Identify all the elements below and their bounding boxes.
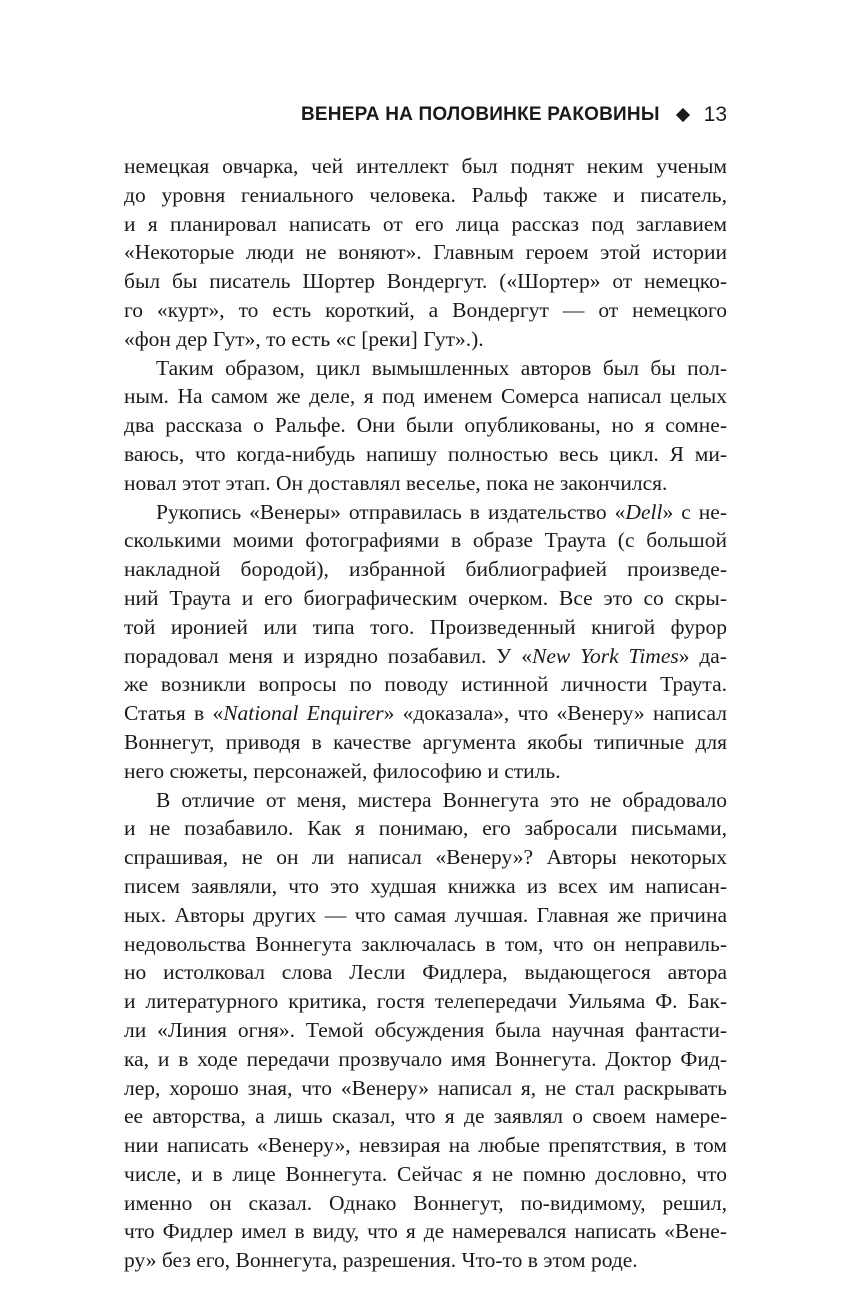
italic-title: New York Times (532, 643, 679, 668)
text-line: ру» без его, Воннегута, разрешения. Что-то в этом роде. (124, 1248, 638, 1273)
text-line: новал этот этап. Он доставлял веселье, пока не закончился. (124, 470, 668, 495)
text-line: Таким образом, цикл вымышленных авторов был бы пол- (156, 355, 727, 380)
text-line: недовольства Воннегута заключалась в том, что он неправиль- (124, 931, 727, 956)
text-line: той иронией или типа того. Произведенный книгой фурор (124, 614, 727, 639)
running-title: ВЕНЕРА НА ПОЛОВИНКЕ РАКОВИНЫ (301, 104, 660, 125)
italic-title: Dell (625, 499, 663, 524)
text-line: Статья в «National Enquirer» «доказала», что «Венеру» написал (124, 701, 727, 726)
diamond-icon (676, 108, 690, 122)
text-line: что Фидлер имел в виду, что я де намеревался написать «Вене- (124, 1219, 727, 1244)
text-line: ным. На самом же деле, я под именем Сомерса написал целых (124, 384, 727, 409)
text-line: «Некоторые люди не воняют». Главным героем этой истории (124, 240, 727, 265)
text-line: сколькими моими фотографиями в образе Траута (с большой (124, 528, 727, 553)
running-head (301, 100, 727, 130)
text-line: Воннегут, приводя в качестве аргумента якобы типичные для (124, 729, 727, 754)
text-line: лер, хорошо зная, что «Венеру» написал я, не стал раскрывать (124, 1075, 727, 1100)
text-line: него сюжеты, персонажей, философию и стиль. (124, 758, 561, 783)
text-line: был бы писатель Шортер Вондергут. («Шортер» от немецко- (124, 269, 727, 294)
text-line: до уровня гениального человека. Ральф также и писатель, (124, 182, 727, 207)
text-line: Рукопись «Венеры» отправилась в издательство «Dell» с не- (156, 499, 727, 524)
italic-title: National Enquirer (223, 701, 384, 726)
text-line: два рассказа о Ральфе. Они были опубликованы, но я сомне- (124, 413, 727, 438)
text-line: В отличие от меня, мистера Воннегута это не обрадовало (156, 787, 727, 812)
text-line: порадовал меня и изрядно позабавил. У «New York Times» да- (124, 643, 727, 668)
text-line: числе, и в лице Воннегута. Сейчас я не помню дословно, что (124, 1161, 727, 1186)
text-line: и литературного критика, гостя телепередачи Уильяма Ф. Бак- (124, 989, 727, 1014)
text-line: нии написать «Венеру», невзирая на любые препятствия, в том (124, 1133, 727, 1158)
body-text (124, 152, 727, 1275)
text-line: ний Траута и его биографическим очерком. Все это со скры- (124, 585, 727, 610)
text-line: но истолковал слова Лесли Фидлера, выдающегося автора (124, 960, 727, 985)
text-line: ка, и в ходе передачи прозвучало имя Воннегута. Доктор Фид- (124, 1046, 727, 1071)
text-line: «фон дер Гут», то есть «с [реки] Гут».). (124, 326, 484, 351)
text-line: писем заявляли, что это худшая книжка из всех им написан- (124, 873, 727, 898)
text-line: накладной бородой), избранной библиографией произведе- (124, 557, 727, 582)
text-line: ее авторства, а лишь сказал, что я де заявлял о своем намере- (124, 1104, 727, 1129)
text-line: спрашивая, не он ли написал «Венеру»? Авторы некоторых (124, 845, 727, 870)
page-number: 13 (703, 103, 727, 126)
text-line: ли «Линия огня». Темой обсуждения была научная фантасти- (124, 1017, 727, 1042)
text-line: и я планировал написать от его лица рассказ под заглавием (124, 211, 727, 236)
text-line: же возникли вопросы по поводу истинной личности Траута. (124, 672, 727, 697)
text-line: го «курт», то есть короткий, а Вондергут — от немецкого (124, 297, 727, 322)
text-line: ных. Авторы других — что самая лучшая. Главная же причина (124, 902, 727, 927)
text-line: немецкая овчарка, чей интеллект был поднят неким ученым (124, 154, 727, 178)
text-line: и не позабавило. Как я понимаю, его забросали письмами, (124, 816, 727, 841)
text-line: именно он сказал. Однако Воннегут, по-видимому, решил, (124, 1190, 727, 1215)
text-line: ваюсь, что когда-нибудь напишу полностью весь цикл. Я ми- (124, 441, 727, 466)
